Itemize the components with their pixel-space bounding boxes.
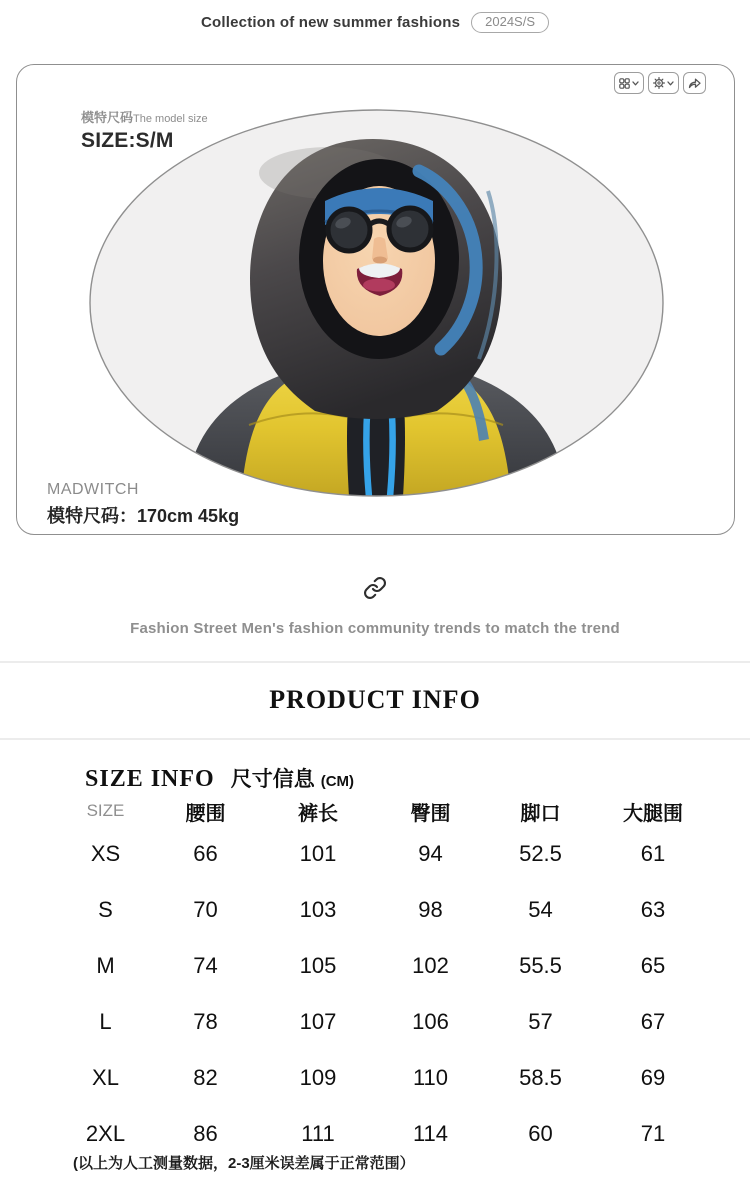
table-cell: 58.5: [519, 1065, 562, 1090]
table-cell: 71: [640, 1121, 666, 1146]
glasses-left-lens: [328, 209, 370, 251]
table-cell: 63: [640, 897, 666, 922]
column-header: 臀围: [410, 802, 451, 825]
table-cell: 102: [412, 953, 449, 978]
table-cell: 69: [640, 1065, 666, 1090]
column-header: 大腿围: [623, 802, 683, 825]
table-cell: 61: [640, 841, 666, 866]
table-cell: 65: [640, 953, 666, 978]
brand-name: MADWITCH: [47, 481, 139, 498]
chevron-down-icon: [667, 80, 674, 87]
gear-icon: [653, 77, 665, 89]
table-cell: 105: [299, 953, 337, 978]
table-cell: 86: [193, 1121, 218, 1146]
model-size-label-zh: 模特尺码: [81, 110, 134, 125]
table-cell: 78: [193, 1009, 218, 1034]
column-header: SIZE: [86, 801, 125, 820]
chevron-down-icon: [632, 80, 639, 87]
table-cell: 67: [640, 1009, 666, 1034]
table-cell: 55.5: [519, 953, 562, 978]
model-stats: 模特尺码：170cm 45kg: [47, 506, 240, 526]
card-toolbar: [614, 72, 706, 94]
table-cell: 103: [299, 897, 337, 922]
glasses-right-lens: [389, 208, 431, 250]
size-label: L: [99, 1009, 112, 1034]
table-cell: 57: [528, 1009, 553, 1034]
settings-button[interactable]: [648, 72, 679, 94]
size-label: 2XL: [85, 1121, 126, 1146]
table-cell: 106: [412, 1009, 449, 1034]
size-info-unit: (CM): [320, 773, 355, 790]
hero-card: [16, 64, 735, 535]
table-cell: 66: [193, 841, 218, 866]
model-illustration: [89, 109, 664, 497]
size-label: S: [98, 897, 113, 922]
grid-menu-button[interactable]: [614, 72, 644, 94]
table-cell: 94: [418, 841, 443, 866]
table-cell: 107: [299, 1009, 337, 1034]
collection-title: Collection of new summer fashions: [200, 14, 461, 31]
table-cell: 54: [528, 897, 553, 922]
table-cell: 109: [299, 1065, 337, 1090]
table-cell: 52.5: [519, 841, 562, 866]
size-info-heading: [85, 763, 354, 793]
brand-block: [47, 481, 239, 528]
table-cell: 74: [193, 953, 218, 978]
column-header: 脚口: [520, 802, 561, 825]
table-cell: 111: [301, 1121, 335, 1146]
column-header: 腰围: [185, 802, 226, 825]
size-label: XS: [90, 841, 121, 866]
grid-menu-icon: [619, 78, 630, 89]
size-label: M: [96, 953, 115, 978]
table-cell: 82: [193, 1065, 218, 1090]
table-cell: 101: [299, 841, 337, 866]
share-button[interactable]: [683, 72, 706, 94]
community-tagline: Fashion Street Men's fashion community trends to match the trend: [130, 620, 620, 637]
link-banner: [0, 576, 750, 600]
divider: [0, 738, 750, 740]
model-size-label-en: The model size: [133, 113, 208, 125]
column-header: 裤长: [298, 802, 338, 825]
measurement-note: (以上为人工测量数据，2-3厘米误差属于正常范围）: [73, 1155, 415, 1172]
table-cell: 110: [412, 1065, 449, 1090]
product-info-title: PRODUCT INFO: [269, 685, 481, 714]
size-info-title-zh: 尺寸信息: [230, 768, 315, 791]
size-info-title-en: SIZE INFO: [85, 766, 215, 792]
link-icon[interactable]: [363, 576, 387, 600]
table-cell: 98: [418, 897, 443, 922]
table-cell: 70: [193, 897, 218, 922]
size-table: [58, 796, 708, 1162]
table-cell: 60: [528, 1121, 553, 1146]
divider: [0, 661, 750, 663]
season-badge: 2024S/S: [471, 12, 549, 33]
share-icon: [688, 77, 701, 89]
size-label: XL: [92, 1065, 119, 1090]
model-size-block: [81, 107, 208, 153]
page-header: [0, 12, 750, 33]
model-size-value: SIZE:S/M: [81, 129, 174, 152]
table-cell: 114: [412, 1121, 449, 1146]
